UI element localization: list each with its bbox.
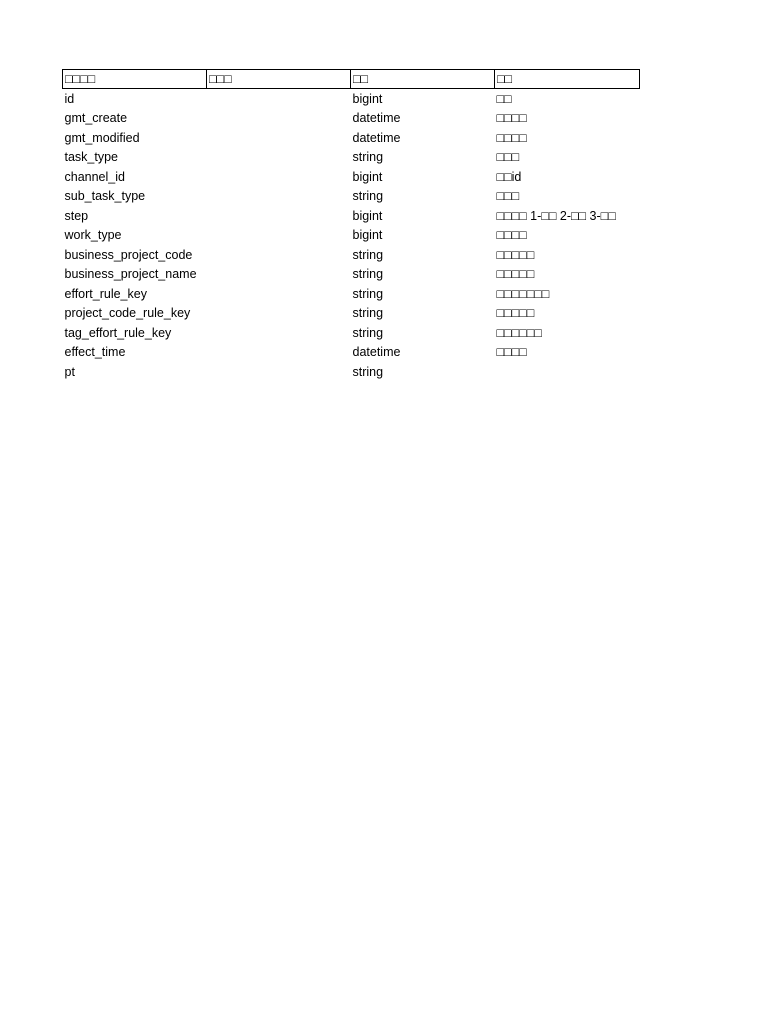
extra-cell (207, 284, 351, 304)
type-cell: string (352, 325, 384, 340)
extra-cell (207, 226, 351, 246)
extra-cell (207, 206, 351, 226)
field-name-cell: effect_time (64, 345, 126, 360)
schema-sheet (62, 69, 640, 382)
type-cell: bigint (352, 208, 383, 223)
type-cell: datetime (352, 345, 401, 360)
type-cell: string (352, 267, 384, 282)
field-name-cell: sub_task_type (64, 189, 146, 204)
type-cell: datetime (352, 130, 401, 145)
type-cell: bigint (352, 91, 383, 106)
extra-cell (207, 304, 351, 324)
extra-cell (207, 89, 351, 109)
comment-cell: □□□□ (496, 228, 527, 243)
extra-cell (207, 167, 351, 187)
header-type: □□ (351, 70, 495, 89)
table-row (63, 128, 640, 148)
extra-cell (207, 323, 351, 343)
type-cell: string (352, 306, 384, 321)
field-name-cell: task_type (64, 150, 119, 165)
table-row (63, 226, 640, 246)
table-row (63, 187, 640, 207)
field-name-cell: step (64, 208, 89, 223)
table-row (63, 362, 640, 382)
type-cell: bigint (352, 169, 383, 184)
header-field-name: □□□□ (63, 70, 207, 89)
header-comment: □□ (495, 70, 640, 89)
comment-cell: □□□□□□ (496, 325, 542, 340)
field-name-cell: pt (64, 364, 75, 379)
comment-cell: □□□□ (496, 345, 527, 360)
table-row (63, 109, 640, 129)
extra-cell (207, 148, 351, 168)
comment-cell: □□□□ 1-□□ 2-□□ 3-□□ (496, 208, 616, 223)
table-row (63, 343, 640, 363)
table-row (63, 304, 640, 324)
extra-cell (207, 187, 351, 207)
type-cell: datetime (352, 111, 401, 126)
table-row (63, 323, 640, 343)
type-cell: string (352, 364, 384, 379)
field-name-cell: project_code_rule_key (64, 306, 191, 321)
comment-cell: □□□□□ (496, 267, 535, 282)
type-cell: bigint (352, 228, 383, 243)
table-row (63, 265, 640, 285)
extra-cell (207, 128, 351, 148)
field-name-cell: gmt_modified (64, 130, 140, 145)
type-cell: string (352, 189, 384, 204)
table-row (63, 148, 640, 168)
comment-cell: □□ (496, 91, 512, 106)
field-name-cell: tag_effort_rule_key (64, 325, 172, 340)
field-name-cell: work_type (64, 228, 122, 243)
table-row (63, 167, 640, 187)
comment-cell: □□□ (496, 189, 520, 204)
comment-cell: □□□ (496, 150, 520, 165)
field-name-cell: channel_id (64, 169, 125, 184)
comment-cell: □□□□ (496, 111, 527, 126)
type-cell: string (352, 247, 384, 262)
extra-cell (207, 265, 351, 285)
comment-cell: □□id (496, 169, 522, 184)
field-name-cell: id (64, 91, 75, 106)
header-row (63, 70, 640, 89)
table-row (63, 206, 640, 226)
extra-cell (207, 245, 351, 265)
field-name-cell: business_project_name (64, 267, 197, 282)
comment-cell: □□□□□ (496, 306, 535, 321)
field-name-cell: business_project_code (64, 247, 193, 262)
extra-cell (207, 109, 351, 129)
field-name-cell: effort_rule_key (64, 286, 147, 301)
comment-cell: □□□□□□□ (496, 286, 550, 301)
table-row (63, 245, 640, 265)
comment-cell: □□□□ (496, 130, 527, 145)
extra-cell (207, 362, 351, 382)
type-cell: string (352, 286, 384, 301)
table-row (63, 89, 640, 109)
header-extra: □□□ (207, 70, 351, 89)
schema-table (62, 69, 640, 382)
extra-cell (207, 343, 351, 363)
field-name-cell: gmt_create (64, 111, 128, 126)
table-row (63, 284, 640, 304)
type-cell: string (352, 150, 384, 165)
comment-cell (495, 362, 640, 382)
comment-cell: □□□□□ (496, 247, 535, 262)
